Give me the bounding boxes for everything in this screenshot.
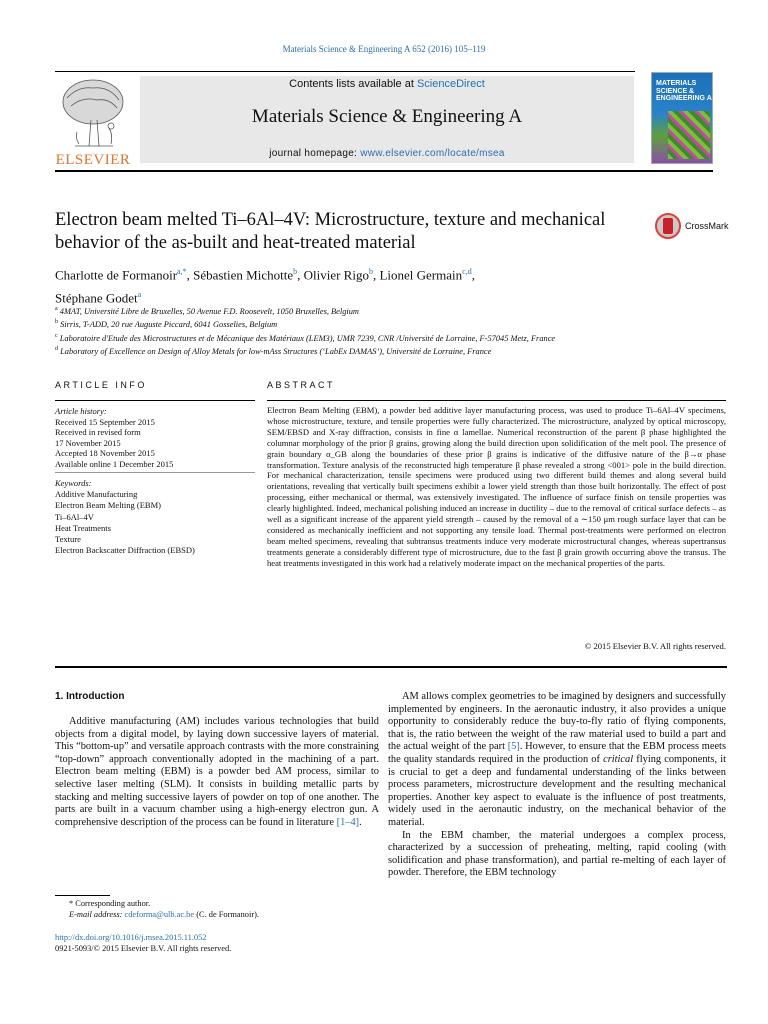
header-rule-bottom xyxy=(55,170,713,172)
author-separator: , xyxy=(186,267,194,283)
body-paragraph: In the EBM chamber, the material undergoes a complex process, characterized by a succession of preheating, melting, rapid cooling (with solidification and phase transformation), and partial re-melting of each layer of powder. Therefore, the EBM technology xyxy=(388,829,726,879)
section-heading-introduction: 1. Introduction xyxy=(55,691,125,702)
crossmark-icon xyxy=(655,213,681,239)
email-label: E-mail address: xyxy=(69,910,125,919)
journal-header-box xyxy=(140,76,634,163)
author-separator: , xyxy=(372,267,380,283)
author-separator: , xyxy=(471,267,475,283)
email-line xyxy=(55,909,379,920)
elsevier-logo xyxy=(53,76,133,166)
history-item: Received in revised form xyxy=(55,427,141,438)
paragraph-text: . However, to ensure that the EBM process meets the quality standards required in the production of xyxy=(388,741,726,765)
citation-link[interactable]: [5] xyxy=(507,741,520,753)
footnote xyxy=(55,898,379,920)
author-separator: , xyxy=(297,267,304,283)
author-affiliation-mark[interactable]: b xyxy=(368,267,373,276)
intro-paragraph: Additive manufacturing (AM) includes various technologies that build objects from a digital model, by laying down successive layers of material. This “bottom-up” and versatile approach contrasts with the more constraining “top-down” approach conventionally adopted in the machining of a part. Electron beam melting (EBM) is a powder bed AM process, similar to selective laser melting (SLM). It consists in building metallic parts by stacking and melting successive layers of powder on top of one another. The parts are built in a vacuum chamber using a high-energy electron gun. A comprehensive description of the process can be found in literature xyxy=(55,716,379,828)
history-item: Accepted 18 November 2015 xyxy=(55,448,155,459)
article-info-rule xyxy=(55,400,255,401)
front-matter-rule xyxy=(55,666,727,668)
history-item: 17 November 2015 xyxy=(55,437,121,448)
journal-homepage xyxy=(140,148,634,159)
citation-link[interactable]: [1–4] xyxy=(336,816,360,828)
journal-cover-thumbnail[interactable] xyxy=(651,72,713,164)
keyword-item: Heat Treatments xyxy=(55,522,111,533)
author-affiliation-mark[interactable]: b xyxy=(293,267,298,276)
elsevier-wordmark: ELSEVIER xyxy=(55,152,131,168)
affiliation-item xyxy=(55,344,695,357)
article-history xyxy=(55,406,255,470)
author-affiliation-mark[interactable]: c,d xyxy=(462,267,472,276)
issn-line: 0921-5093/© 2015 Elsevier B.V. All rights reserved. xyxy=(55,944,232,953)
corresponding-author-note: * Corresponding author. xyxy=(69,899,151,908)
author-affiliation-mark[interactable]: a xyxy=(137,290,142,300)
keyword-item: Texture xyxy=(55,534,81,545)
article-info-heading: ARTICLE INFO xyxy=(55,380,147,390)
affiliation-key: c xyxy=(55,332,58,339)
contents-line xyxy=(140,78,634,90)
body-column-left: Additive manufacturing (AM) includes various technologies that build objects from a digital model, by laying down successive layers of material. This “bottom-up” and versatile approach contrasts with the more constraining “top-down” approach conventionally adopted in the machining of a part. Electron beam melting (EBM) is a powder bed AM process, similar to selective laser melting (SLM). It consists in building metallic parts by stacking and melting successive layers of powder on top of one another. The parts are built in a vacuum chamber using a high-energy electron gun. A comprehensive description of the process can be found in literature [1–4]. xyxy=(55,716,379,828)
doi-link[interactable]: http://dx.doi.org/10.1016/j.msea.2015.11.052 xyxy=(55,933,207,942)
crossmark-label: CrossMark xyxy=(685,221,729,231)
cover-image xyxy=(668,111,710,159)
history-item: Received 15 September 2015 xyxy=(55,416,155,427)
journal-reference[interactable]: Materials Science & Engineering A 652 (2016) 105–119 xyxy=(282,44,486,54)
author-name[interactable]: Charlotte de Formanoir xyxy=(55,267,178,283)
affiliation-text: Laboratory of Excellence on Design of Alloy Metals for low-mAss Structures (‘LabEx DAMAS’), Université de Lorraine, France xyxy=(60,346,492,356)
abstract-copyright: © 2015 Elsevier B.V. All rights reserved. xyxy=(584,641,726,651)
affiliation-key: d xyxy=(55,345,58,352)
author-name[interactable]: Olivier Rigo xyxy=(303,267,369,283)
affiliation-item xyxy=(55,304,695,317)
abstract-text: Electron Beam Melting (EBM), a powder bed additive layer manufacturing process, was used to produce Ti–6Al–4V specimens, whose microstructure, texture, and tensile properties were fully characterized. The microstructure, analyzed by optical microscopy, SEM/EBSD and X-ray diffraction, consists in fine α lamellae. Numerical reconstruction of the parent β phase highlighted the columnar morphology of the prior β grains, growing along the build direction upon solidification of the melt pool. The presence of grain boundary α_GB along the boundaries of these prior β grains is indicative of the diffusive nature of the β→α phase transformation. Texture analysis of the reconstructed high temperature β phase revealed a strong <001> pole in the build direction. For mechanical characterization, tensile specimens were produced using two different build themes and along several build orientations, revealing that vertically built specimens exhibit a lower yield strength than those built horizontally. The effect of post processing, either mechanical or thermal, was extensively investigated. The influence of surface finish on tensile properties was clearly highlighted. Indeed, mechanical polishing induced an increase in ductility – due to the removal of critical surface defects – as well as a significant increase of the apparent yield strength – caused by the removal of a ∼150 μm rough surface layer that can be considered as mechanically inefficient and not supporting any tensile load. Thermal post-treatments were performed on electron beam melted specimens, revealing that subtransus treatments induce very moderate microstructural changes, whereas supertransus treatments generate a considerably different type of microstructure, due to the fast β grain growth occurring above the transus. The heat treatments investigated in this work had a relatively moderate impact on the mechanical properties of the parts. xyxy=(267,405,726,568)
affiliation-item xyxy=(55,317,695,330)
paragraph-text: flying components, it is crucial to get a deep and fundamental understanding of the links between process parameters, microstructure development and the resulting mechanical properties. Another key aspect to evaluate is the influence of post treatments, widely used in the aeronautic industry, on the mechanical behavior of the material. xyxy=(388,753,726,828)
keyword-item: Electron Backscatter Diffraction (EBSD) xyxy=(55,545,195,556)
cover-title: MATERIALS SCIENCE & ENGINEERING A xyxy=(656,80,712,102)
keyword-item: Additive Manufacturing xyxy=(55,489,138,500)
homepage-link[interactable]: www.elsevier.com/locate/msea xyxy=(360,148,505,159)
email-link[interactable]: cdeforma@ulb.ac.be xyxy=(124,910,195,919)
affiliation-text: Sirris, T-ADD, 20 rue Auguste Piccard, 6041 Gosselies, Belgium xyxy=(60,320,278,330)
author-name[interactable]: Stéphane Godet xyxy=(55,290,138,306)
paragraph-text: AM allows complex geometries to be imagined by designers and successfully implemented by engineers. In the aeronautic industry, it also provides a unique opportunity to considerably reduce the buy-to-fly ratio of flying components, that is, the ratio between the weight of the raw material used to build a part and the actual weight of the part xyxy=(388,691,726,753)
keyword-item: Ti–6Al–4V xyxy=(55,511,94,522)
affiliation-item xyxy=(55,331,695,344)
elsevier-tree-icon xyxy=(53,76,133,152)
article-info-divider xyxy=(55,472,255,473)
body-paragraph xyxy=(388,691,726,830)
emphasis-text: critical xyxy=(603,753,634,765)
history-heading: Article history: xyxy=(55,406,107,416)
sciencedirect-link[interactable]: ScienceDirect xyxy=(416,78,485,90)
author-name[interactable]: Sébastien Michotte xyxy=(193,267,294,283)
homepage-prefix: journal homepage: xyxy=(269,148,361,159)
keywords-heading: Keywords: xyxy=(55,478,92,488)
footnote-rule xyxy=(55,895,110,896)
affiliation-list xyxy=(55,304,695,357)
author-affiliation-mark[interactable]: a,* xyxy=(177,267,187,276)
abstract-heading: ABSTRACT xyxy=(267,380,336,390)
history-item: Available online 1 December 2015 xyxy=(55,458,174,469)
article-title: Electron beam melted Ti–6Al–4V: Microstructure, texture and mechanical behavior of the as-built and heat-treated material xyxy=(55,210,606,253)
contents-prefix: Contents lists available at xyxy=(289,78,417,90)
author-name[interactable]: Lionel Germain xyxy=(379,267,463,283)
affiliation-text: Laboratoire d'Etude des Microstructures et de Mécanique des Matériaux (LEM3), UMR 7239, CNR /Université de Lorraine, F-57045 Metz, France xyxy=(59,333,556,343)
affiliation-key: a xyxy=(55,306,58,312)
author-list xyxy=(55,262,675,309)
abstract-rule xyxy=(267,400,726,401)
journal-name: Materials Science & Engineering A xyxy=(251,106,523,127)
keyword-item: Electron Beam Melting (EBM) xyxy=(55,500,161,511)
keyword-list xyxy=(55,478,255,556)
crossmark-badge[interactable] xyxy=(655,213,731,241)
body-column-right xyxy=(388,691,726,880)
affiliation-key: b xyxy=(55,319,58,326)
header-rule-top xyxy=(55,71,635,72)
affiliation-text: 4MAT, Université Libre de Bruxelles, 50 Avenue F.D. Roosevelt, 1050 Bruxelles, Belgium xyxy=(59,306,359,316)
email-suffix: (C. de Formanoir). xyxy=(194,910,259,919)
doi-block xyxy=(55,932,379,954)
